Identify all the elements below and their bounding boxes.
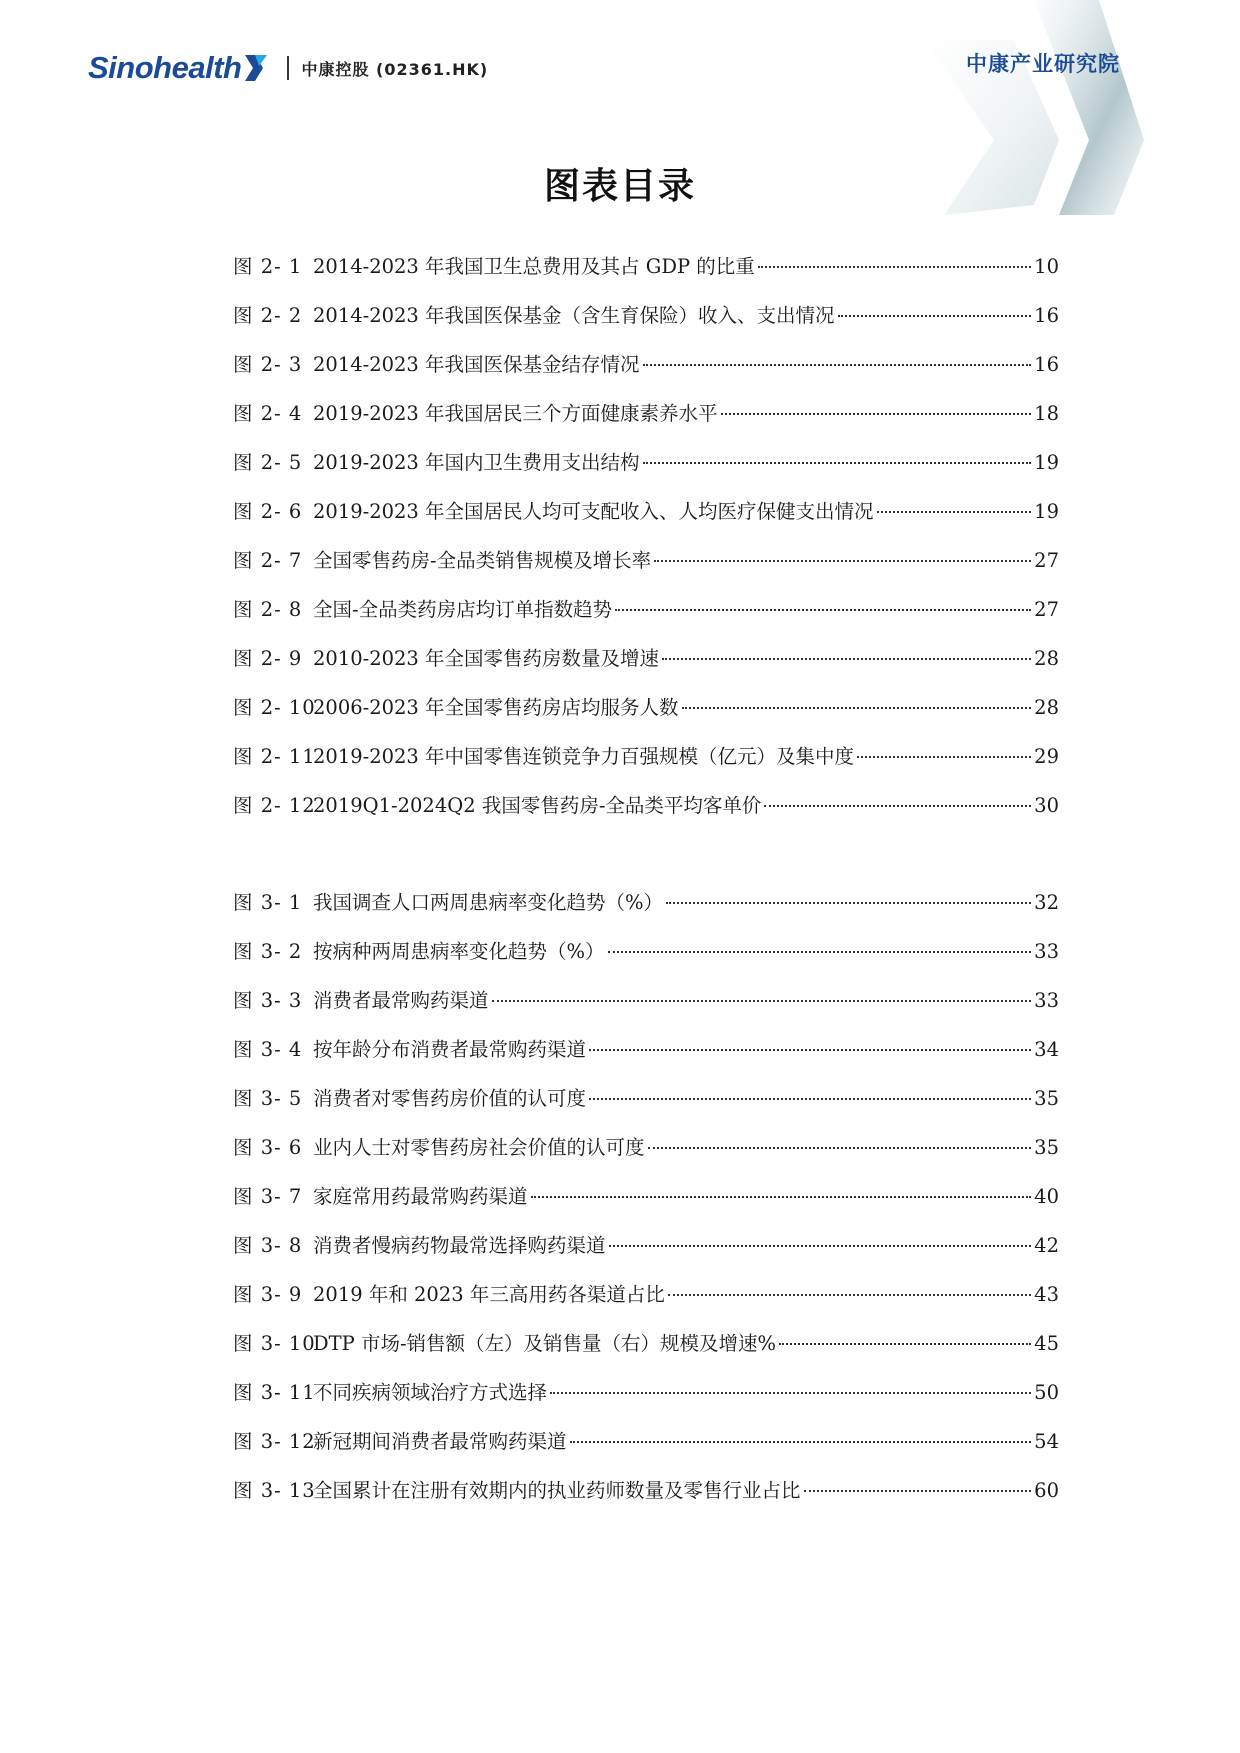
figure-title: 2014-2023 年我国医保基金（含生育保险）收入、支出情况 <box>313 304 835 327</box>
figure-title: 按病种两周患病率变化趋势（%） <box>313 940 605 963</box>
figure-title: 全国零售药房-全品类销售规模及增长率 <box>313 549 652 572</box>
toc-entry[interactable] <box>233 1466 1059 1515</box>
page-number: 16 <box>1034 304 1059 327</box>
dot-leader <box>857 756 1031 758</box>
figure-number: 图 3- 1 <box>233 891 303 914</box>
figure-title: 2019-2023 年中国零售连锁竞争力百强规模（亿元）及集中度 <box>313 745 855 768</box>
figure-title: 2019-2023 年我国居民三个方面健康素养水平 <box>313 402 718 425</box>
page-number: 54 <box>1034 1430 1059 1453</box>
figure-title: 业内人士对零售药房社会价值的认可度 <box>313 1136 645 1159</box>
figure-title: 不同疾病领域治疗方式选择 <box>313 1381 548 1404</box>
figure-number: 图 3- 5 <box>233 1087 303 1110</box>
dot-leader <box>648 1147 1032 1149</box>
dot-leader <box>666 902 1031 904</box>
toc-entry[interactable] <box>233 1368 1059 1417</box>
figure-title: 2019-2023 年国内卫生费用支出结构 <box>313 451 640 474</box>
toc-entry[interactable] <box>233 1221 1059 1270</box>
page-number: 33 <box>1034 989 1059 1012</box>
dot-leader <box>570 1441 1032 1443</box>
figure-title: 我国调查人口两周患病率变化趋势（%） <box>313 891 664 914</box>
page-number: 18 <box>1034 402 1059 425</box>
toc-entry[interactable] <box>233 487 1059 536</box>
figure-title: 2014-2023 年我国卫生总费用及其占 GDP 的比重 <box>313 255 755 278</box>
figure-number: 图 3- 11 <box>233 1381 316 1404</box>
logo <box>88 48 488 88</box>
dot-leader <box>643 462 1032 464</box>
toc-entry[interactable] <box>233 732 1059 781</box>
toc-group-chapter-2 <box>233 242 1059 830</box>
page-number: 32 <box>1034 891 1059 914</box>
page-number: 43 <box>1034 1283 1059 1306</box>
company-name: 中康控股 (02361.HK) <box>301 59 489 79</box>
figure-title: 2010-2023 年全国零售药房数量及增速 <box>313 647 660 670</box>
page-number: 60 <box>1034 1479 1059 1502</box>
figure-title: DTP 市场-销售额（左）及销售量（右）规模及增速% <box>313 1332 777 1355</box>
dot-leader <box>877 511 1032 513</box>
institute-name: 中康产业研究院 <box>966 52 1120 76</box>
toc-entry[interactable] <box>233 291 1059 340</box>
toc-entry[interactable] <box>233 536 1059 585</box>
figure-number: 图 3- 12 <box>233 1430 316 1453</box>
toc-entry[interactable] <box>233 1172 1059 1221</box>
page-number: 34 <box>1034 1038 1059 1061</box>
dot-leader <box>654 560 1031 562</box>
page-number: 35 <box>1034 1136 1059 1159</box>
figure-number: 图 2- 4 <box>233 402 303 425</box>
page-number: 19 <box>1034 451 1059 474</box>
toc-entry[interactable] <box>233 585 1059 634</box>
figure-number: 图 2- 9 <box>233 647 303 670</box>
page-number: 27 <box>1034 549 1059 572</box>
toc-entry[interactable] <box>233 242 1059 291</box>
toc-entry[interactable] <box>233 1123 1059 1172</box>
figure-title: 消费者慢病药物最常选择购药渠道 <box>313 1234 606 1257</box>
table-of-figures <box>233 242 1059 1515</box>
toc-entry[interactable] <box>233 1417 1059 1466</box>
toc-entry[interactable] <box>233 781 1059 830</box>
toc-group-chapter-3 <box>233 878 1059 1515</box>
dot-leader <box>609 1245 1032 1247</box>
dot-leader <box>838 315 1032 317</box>
page-number: 30 <box>1034 794 1059 817</box>
figure-title: 2019Q1-2024Q2 我国零售药房-全品类平均客单价 <box>313 794 762 817</box>
figure-number: 图 2- 1 <box>233 255 303 278</box>
figure-title: 全国-全品类药房店均订单指数趋势 <box>313 598 613 621</box>
figure-title: 全国累计在注册有效期内的执业药师数量及零售行业占比 <box>313 1479 801 1502</box>
page-number: 40 <box>1034 1185 1059 1208</box>
dot-leader <box>531 1196 1032 1198</box>
page-title: 图表目录 <box>543 166 696 207</box>
logo-mark-icon <box>243 53 269 83</box>
figure-number: 图 3- 6 <box>233 1136 303 1159</box>
dot-leader <box>804 1490 1032 1492</box>
figure-number: 图 3- 4 <box>233 1038 303 1061</box>
toc-entry[interactable] <box>233 976 1059 1025</box>
page-number: 28 <box>1034 647 1059 670</box>
toc-entry[interactable] <box>233 389 1059 438</box>
figure-number: 图 3- 2 <box>233 940 303 963</box>
figure-number: 图 2- 12 <box>233 794 316 817</box>
figure-number: 图 3- 10 <box>233 1332 316 1355</box>
dot-leader <box>721 413 1032 415</box>
page-number: 45 <box>1034 1332 1059 1355</box>
toc-entry[interactable] <box>233 927 1059 976</box>
figure-title: 消费者对零售药房价值的认可度 <box>313 1087 587 1110</box>
dot-leader <box>492 1000 1032 1002</box>
page-number: 35 <box>1034 1087 1059 1110</box>
dot-leader <box>643 364 1032 366</box>
figure-title: 2019 年和 2023 年三高用药各渠道占比 <box>313 1283 665 1306</box>
figure-title: 消费者最常购药渠道 <box>313 989 489 1012</box>
figure-number: 图 2- 8 <box>233 598 303 621</box>
figure-number: 图 3- 9 <box>233 1283 303 1306</box>
figure-number: 图 2- 7 <box>233 549 303 572</box>
figure-number: 图 2- 3 <box>233 353 303 376</box>
dot-leader <box>615 609 1031 611</box>
dot-leader <box>589 1098 1031 1100</box>
figure-number: 图 2- 11 <box>233 745 316 768</box>
figure-number: 图 3- 8 <box>233 1234 303 1257</box>
toc-entry[interactable] <box>233 1319 1059 1368</box>
figure-number: 图 3- 7 <box>233 1185 303 1208</box>
figure-title: 家庭常用药最常购药渠道 <box>313 1185 528 1208</box>
page-number: 29 <box>1034 745 1059 768</box>
toc-entry[interactable] <box>233 1074 1059 1123</box>
dot-leader <box>682 707 1032 709</box>
dot-leader <box>550 1392 1031 1394</box>
logo-divider <box>287 56 289 80</box>
figure-title: 按年龄分布消费者最常购药渠道 <box>313 1038 587 1061</box>
toc-entry[interactable] <box>233 683 1059 732</box>
page-number: 10 <box>1034 255 1059 278</box>
toc-entry[interactable] <box>233 1270 1059 1319</box>
toc-entry[interactable] <box>233 878 1059 927</box>
dot-leader <box>764 805 1031 807</box>
dot-leader <box>589 1049 1031 1051</box>
page-number: 42 <box>1034 1234 1059 1257</box>
dot-leader <box>608 951 1032 953</box>
dot-leader <box>779 1343 1031 1345</box>
figure-title: 2006-2023 年全国零售药房店均服务人数 <box>313 696 679 719</box>
page-number: 27 <box>1034 598 1059 621</box>
figure-number: 图 2- 5 <box>233 451 303 474</box>
toc-entry[interactable] <box>233 1025 1059 1074</box>
toc-entry[interactable] <box>233 438 1059 487</box>
figure-title: 新冠期间消费者最常购药渠道 <box>313 1430 567 1453</box>
figure-number: 图 2- 6 <box>233 500 303 523</box>
toc-entry[interactable] <box>233 340 1059 389</box>
dot-leader <box>758 266 1031 268</box>
page-number: 28 <box>1034 696 1059 719</box>
figure-number: 图 2- 10 <box>233 696 316 719</box>
figure-number: 图 2- 2 <box>233 304 303 327</box>
dot-leader <box>662 658 1031 660</box>
dot-leader <box>668 1294 1031 1296</box>
page-number: 16 <box>1034 353 1059 376</box>
figure-number: 图 3- 13 <box>233 1479 316 1502</box>
page-number: 33 <box>1034 940 1059 963</box>
logo-text: Sinohealth <box>88 50 242 85</box>
figure-title: 2014-2023 年我国医保基金结存情况 <box>313 353 640 376</box>
figure-number: 图 3- 3 <box>233 989 303 1012</box>
figure-title: 2019-2023 年全国居民人均可支配收入、人均医疗保健支出情况 <box>313 500 874 523</box>
page-number: 19 <box>1034 500 1059 523</box>
page-number: 50 <box>1034 1381 1059 1404</box>
toc-entry[interactable] <box>233 634 1059 683</box>
